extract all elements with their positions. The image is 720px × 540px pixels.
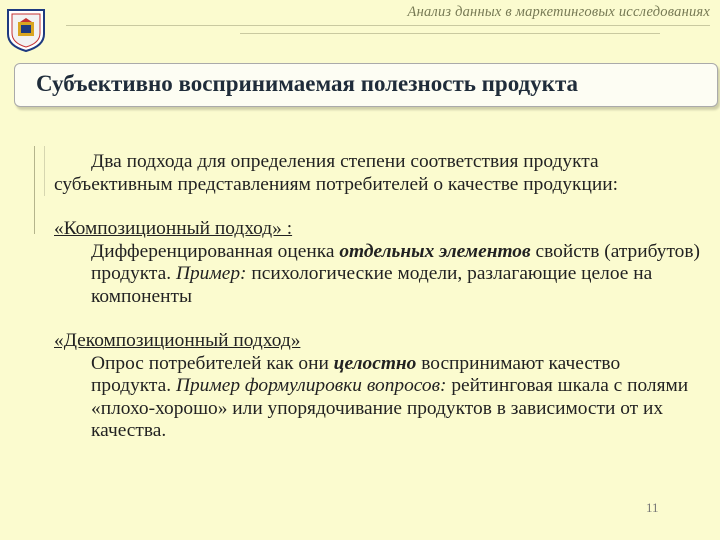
slide-title: Субъективно воспринимаемая полезность продукта bbox=[36, 71, 579, 96]
example-label: Пример: bbox=[175, 263, 247, 284]
section-text-part: Опрос потребителей как они bbox=[91, 352, 334, 374]
slide-body bbox=[54, 151, 704, 443]
header-divider-secondary bbox=[240, 33, 660, 34]
decorative-vertical-line bbox=[34, 146, 35, 234]
page-number: 11 bbox=[646, 500, 659, 515]
section-text-part: свойств (атрибутов) продукта. bbox=[91, 240, 700, 284]
section-text-part: рейтинговая шкала с полями «плохо-хорошо» или упорядочивание продуктов в зависимости от их качества. bbox=[91, 375, 689, 441]
section-text-part: Дифференцированная оценка bbox=[91, 240, 340, 262]
university-logo-icon bbox=[4, 4, 48, 52]
section-text-part: психологические модели, разлагающие целое на компоненты bbox=[91, 263, 653, 307]
section-compositional-text bbox=[54, 241, 704, 309]
intro-paragraph: Два подхода для определения степени соответствия продукта субъективным представлениям потребителей о качестве продукции: bbox=[54, 151, 618, 195]
section-decompositional bbox=[54, 330, 704, 443]
section-compositional bbox=[54, 218, 704, 308]
emphasis-text: целостно bbox=[333, 352, 417, 374]
section-compositional-title: «Композиционный подход» : bbox=[54, 218, 293, 239]
section-text-part: воспринимают качество продукта. bbox=[91, 352, 621, 396]
header-title: Анализ данных в маркетинговых исследованиях bbox=[407, 4, 710, 20]
emphasis-text: отдельных элементов bbox=[339, 240, 531, 262]
section-decompositional-text bbox=[54, 353, 704, 443]
example-label: Пример формулировки вопросов: bbox=[175, 375, 447, 396]
section-decompositional-title: «Декомпозиционный подход» bbox=[54, 330, 301, 351]
header-divider bbox=[66, 25, 710, 26]
decorative-vertical-line-secondary bbox=[44, 146, 45, 196]
